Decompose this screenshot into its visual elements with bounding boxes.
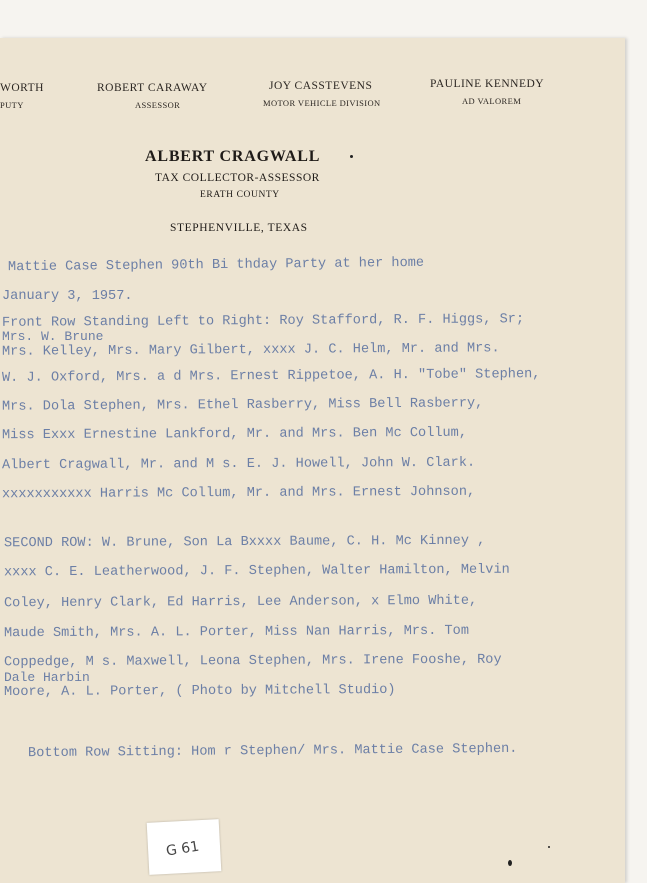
caption-line: W. J. Oxford, Mrs. a d Mrs. Ernest Rippetoe, A. H. "Tobe" Stephen,: [1, 367, 541, 386]
caption-line: Miss Exxx Ernestine Lankford, Mr. and Mrs. Ben Mc Collum,: [1, 425, 468, 444]
letterhead-main-name: ALBERT CRAGWALL: [145, 148, 321, 165]
caption-insert-line: Dale Harbin: [4, 670, 90, 685]
letterhead-main-title: TAX COLLECTOR-ASSESSOR: [155, 172, 320, 184]
caption-line: SECOND ROW: W. Brune, Son La Bxxxx Baume, C. H. Mc Kinney ,: [3, 533, 486, 552]
ink-speck: [508, 860, 512, 866]
caption-insert-line: Mrs. W. Brune: [2, 329, 104, 344]
catalog-label-text: G 61: [165, 838, 201, 860]
official-title-4: AD VALOREM: [462, 96, 522, 106]
official-title-1: PUTY: [0, 100, 24, 110]
official-name-4: PAULINE KENNEDY: [430, 78, 545, 90]
caption-line: Mrs. Dola Stephen, Mrs. Ethel Rasberry, Miss Bell Rasberry,: [1, 396, 484, 415]
bottom-row-line: Bottom Row Sitting: Hom r Stephen/ Mrs. Mattie Case Stephen.: [27, 741, 518, 762]
caption-line: Moore, A. L. Porter, ( Photo by Mitchell Studio): [3, 682, 396, 701]
letterhead-county: ERATH COUNTY: [200, 190, 280, 200]
ink-speck: [350, 155, 353, 158]
document-sheet: [0, 38, 625, 883]
official-title-2: ASSESSOR: [135, 100, 181, 110]
caption-line: xxxxxxxxxxx Harris Mc Collum, Mr. and Mrs. Ernest Johnson,: [1, 484, 476, 503]
event-title-line: Mattie Case Stephen 90th Bi thday Party at her home: [7, 255, 425, 276]
caption-line: Maude Smith, Mrs. A. L. Porter, Miss Nan Harris, Mrs. Tom: [3, 623, 470, 642]
caption-line: Coley, Henry Clark, Ed Harris, Lee Anderson, x Elmo White,: [3, 593, 478, 612]
caption-line: Front Row Standing Left to Right: Roy Stafford, R. F. Higgs, Sr;: [1, 312, 525, 331]
caption-line: Coppedge, M s. Maxwell, Leona Stephen, Mrs. Irene Fooshe, Roy: [3, 652, 502, 671]
official-name-3: JOY CASSTEVENS: [269, 80, 373, 92]
official-title-3: MOTOR VEHICLE DIVISION: [263, 98, 381, 108]
caption-line: Albert Cragwall, Mr. and M s. E. J. Howell, John W. Clark.: [1, 455, 476, 474]
caption-line: xxxx C. E. Leatherwood, J. F. Stephen, Walter Hamilton, Melvin: [3, 562, 510, 581]
event-date-line: January 3, 1957.: [2, 289, 133, 304]
caption-line: Mrs. Kelley, Mrs. Mary Gilbert, xxxx J. C. Helm, Mr. and Mrs.: [1, 341, 500, 360]
official-name-2: ROBERT CARAWAY: [97, 82, 208, 94]
ink-speck: [548, 846, 550, 848]
letterhead-location: STEPHENVILLE, TEXAS: [170, 222, 308, 234]
official-name-1: WORTH: [0, 82, 44, 94]
catalog-label-sticker: [147, 819, 222, 875]
